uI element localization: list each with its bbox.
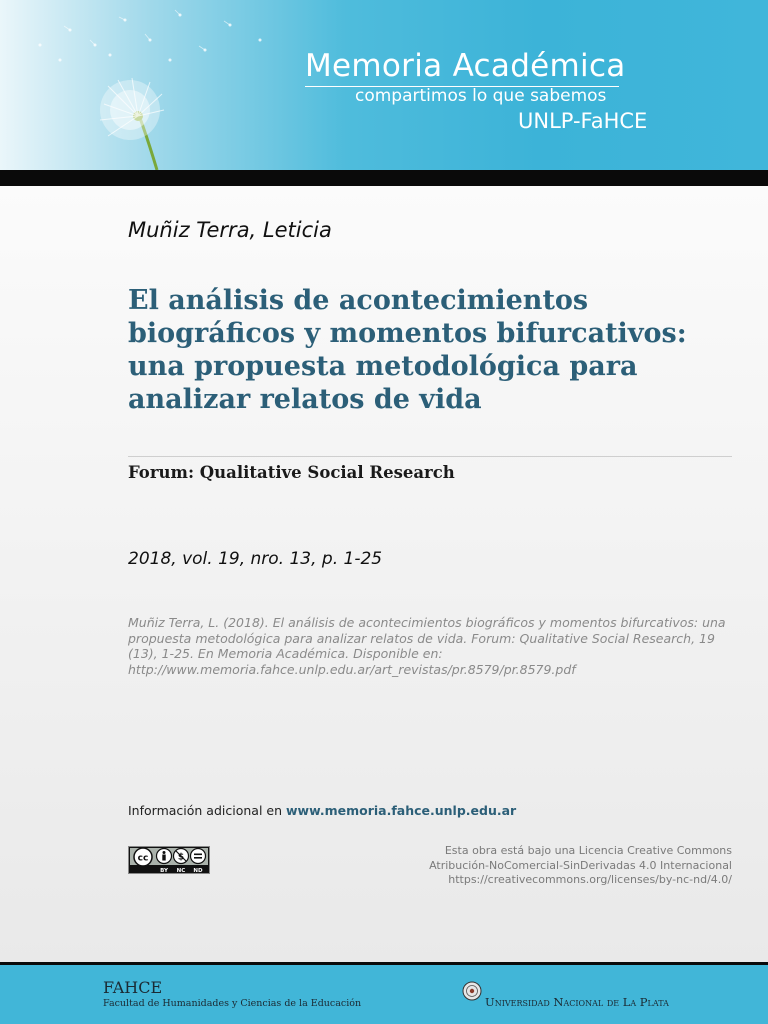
license-url[interactable]: https://creativecommons.org/licenses/by-nc-nd/4.0/ — [448, 873, 732, 886]
nc-noncommercial-icon — [174, 849, 189, 864]
nd-noderivatives-icon — [191, 849, 206, 864]
svg-text:cc: cc — [137, 853, 149, 864]
brand-institution: UNLP-FaHCE — [518, 109, 648, 133]
fahce-full-name: Facultad de Humanidades y Ciencias de la Educación — [103, 998, 362, 1009]
journal-name: Forum: Qualitative Social Research — [128, 463, 455, 482]
dandelion-illustration — [0, 0, 768, 170]
badge-term-by: BY — [160, 868, 168, 874]
article-author: Muñiz Terra, Leticia — [128, 218, 332, 242]
unlp-seal-icon — [462, 981, 482, 1001]
issue-details: 2018, vol. 19, nro. 13, p. 1-25 — [128, 549, 383, 569]
citation-text: Muñiz Terra, L. (2018). El análisis de acontecimientos biográficos y momentos bifurcativos: una propuesta metodológica para analizar relatos de vida. Forum: Qualitative Social Research, 19 (13), 1-25. En Memoria Académica. Disponible en: http://www.memoria.fahce.unlp.edu.ar/art_revistas/pr.8579/pr.8579.pdf — [128, 615, 726, 677]
brand-subtitle: compartimos lo que sabemos — [355, 86, 607, 106]
badge-term-nd: ND — [193, 868, 203, 874]
license-text — [392, 844, 732, 888]
header-divider-bar — [0, 170, 768, 186]
brand-title: Memoria Académica — [305, 48, 626, 84]
svg-text:$: $ — [177, 852, 185, 863]
badge-term-nc: NC — [176, 868, 186, 874]
fahce-logo-text: FAHCE — [103, 978, 163, 997]
unlp-name: Universidad Nacional de La Plata — [485, 995, 669, 1009]
header-banner — [0, 0, 768, 170]
repository-link[interactable]: www.memoria.fahce.unlp.edu.ar — [285, 803, 517, 818]
by-attribution-icon — [157, 849, 172, 864]
additional-info — [128, 803, 516, 818]
cc-icon — [134, 848, 152, 866]
article-title: El análisis de acontecimientos biográficos y momentos bifurcativos: una propuesta metodológica para analizar relatos de vida — [128, 285, 687, 415]
additional-info-label: Información adicional en — [128, 803, 286, 818]
license-line-2: Atribución-NoComercial-SinDerivadas 4.0 Internacional — [429, 858, 732, 872]
license-line-1: Esta obra está bajo una Licencia Creative Commons — [444, 844, 732, 857]
cc-license-badge[interactable] — [128, 846, 210, 874]
title-divider — [128, 456, 732, 457]
